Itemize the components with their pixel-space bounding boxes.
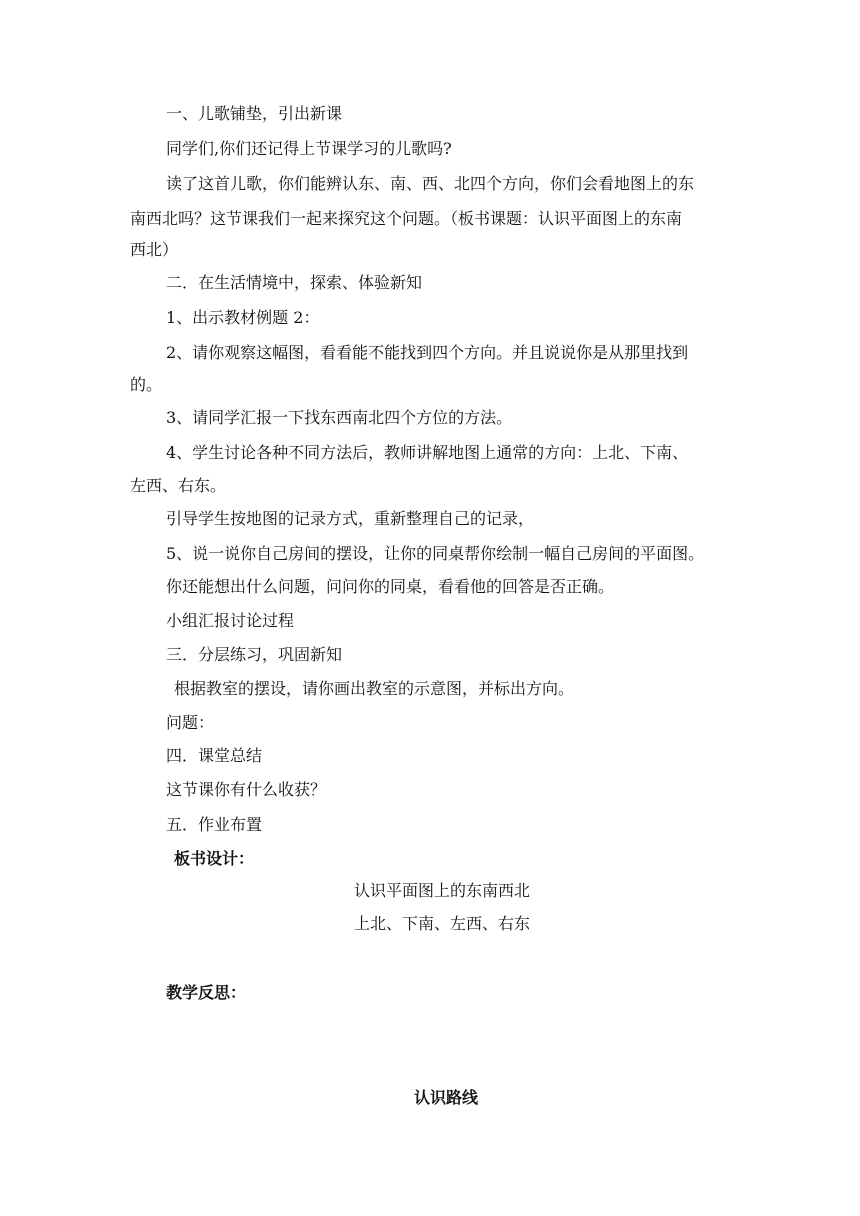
list-item: 3、请同学汇报一下找东西南北四个方位的方法。 — [166, 408, 513, 427]
section3-heading: 三．分层练习，巩固新知 — [166, 645, 343, 664]
paragraph: 问题： — [166, 713, 215, 732]
paragraph: 小组汇报讨论过程 — [166, 611, 295, 630]
section4-heading: 四．课堂总结 — [166, 746, 263, 765]
paragraph: 南西北吗？这节课我们一起来探究这个问题。（板书课题：认识平面图上的东南 — [130, 209, 683, 228]
paragraph: 西北） — [130, 240, 179, 259]
board-design-label: 板书设计： — [174, 849, 255, 868]
list-item: 1、出示教材例题 2： — [166, 308, 320, 327]
list-item: 左西、右东。 — [130, 476, 227, 495]
paragraph: 读了这首儿歌，你们能辨认东、南、西、北四个方向，你们会看地图上的东 — [166, 174, 695, 193]
paragraph: 同学们,你们还记得上节课学习的儿歌吗? — [166, 139, 452, 158]
board-directions: 上北、下南、左西、右东 — [354, 914, 531, 933]
paragraph: 根据教室的摆设，请你画出教室的示意图，并标出方向。 — [174, 679, 575, 698]
teaching-reflection-label: 教学反思： — [166, 983, 247, 1002]
next-lesson-title: 认识路线 — [414, 1088, 479, 1107]
paragraph: 这节课你有什么收获？ — [166, 780, 327, 799]
board-title: 认识平面图上的东南西北 — [354, 881, 531, 900]
list-item: 5、说一说你自己房间的摆设，让你的同桌帮你绘制一幅自己房间的平面图。 — [166, 544, 705, 563]
paragraph: 你还能想出什么问题，问问你的同桌，看看他的回答是否正确。 — [166, 577, 615, 596]
section2-heading: 二．在生活情境中，探索、体验新知 — [166, 273, 423, 292]
section5-heading: 五．作业布置 — [166, 815, 263, 834]
list-item: 2、请你观察这幅图，看看能不能找到四个方向。并且说说你是从那里找到 — [166, 343, 689, 362]
list-item: 的。 — [130, 375, 163, 394]
list-item: 4、学生讨论各种不同方法后，教师讲解地图上通常的方向：上北、下南、 — [166, 443, 689, 462]
section1-heading: 一、儿歌铺垫，引出新课 — [166, 104, 343, 123]
paragraph: 引导学生按地图的记录方式，重新整理自己的记录， — [166, 509, 535, 528]
